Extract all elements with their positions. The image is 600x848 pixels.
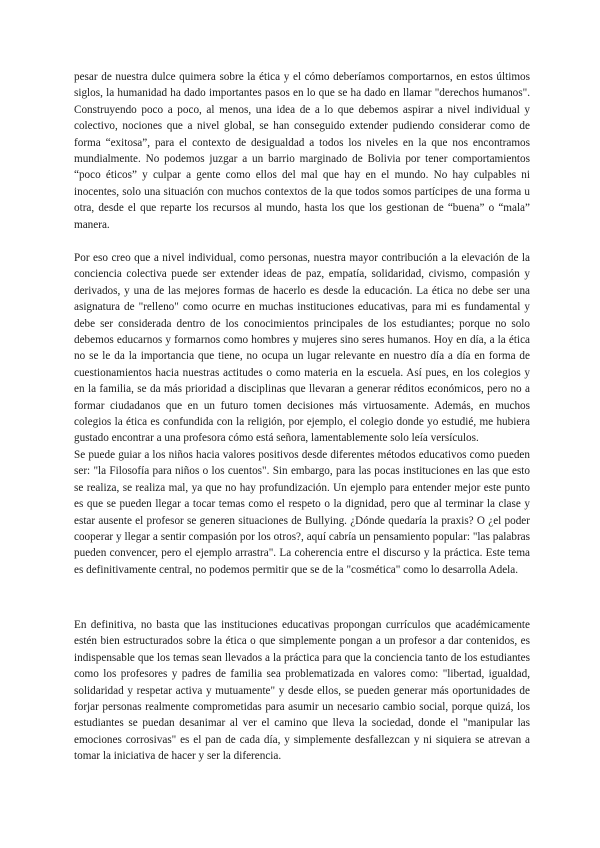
- paragraph-2: Por eso creo que a nivel individual, como personas, nuestra mayor contribución a la elevación de la conciencia colectiva puede ser extender ideas de paz, empatía, solidaridad, civismo, compasión y derivados, y una de las mejores formas de hacerlo es desde la educación. La ética no debe ser una asignatura de "relleno" como ocurre en muchas instituciones educativas, para mi es fundamental y debe ser considerada dentro de los conocimientos principales de los estudiantes; porque no solo debemos educarnos y formarnos como hombres y mujeres sino seres humanos. Hoy en día, a la ética no se le da la importancia que tiene, no ocupa un lugar relevante en nuestro día a día en forma de cuestionamientos hacia nuestras actitudes o como materia en la escuela. Así pues, en los colegios y en la familia, se da más prioridad a disciplinas que llevaran a generar réditos económicos, pero no a formar ciudadanos que en un futuro tomen decisiones más virtuosamente. Además, en muchos colegios la ética es confundida con la religión, por ejemplo, el colegio donde yo estudié, me hubiera gustado encontrar a una profesora cómo está señora, lamentablemente solo leía versículos.: [74, 252, 530, 445]
- paragraph-4: En definitiva, no basta que las instituciones educativas propongan currículos que académicamente estén bien estructurados sobre la ética o que simplemente pongan a un profesor a dar contenidos, es indispensable que los temas sean llevados a la práctica para que la conciencia tanto de los estudiantes como los profesores y padres de familia sea problematizada en valores como: "libertad, igualdad, solidaridad y respetar activa y mutuamente" y desde ellos, se pueden generar más oportunidades de forjar personas realmente comprometidas para asumir un necesario cambio social, porque quizá, los estudiantes se puedan desanimar al ver el camino que lleva la sociedad, donde el "manipular las emociones corrosivas" es el pan de cada día, y simplemente desfallezcan y ni siquiera se atrevan a tomar la iniciativa de hacer y ser la diferencia.: [74, 619, 530, 763]
- paragraph-block-1: [74, 69, 530, 233]
- paragraph-3: Se puede guiar a los niños hacia valores positivos desde diferentes métodos educativos como pueden ser: "la Filosofía para niños o los cuentos". Sin embargo, para las pocas instituciones en las que esto se realiza, se realiza mal, ya que no hay profundización. Un ejemplo para entender mejor este punto es que se pueden llegar a tocar temas como el respeto o la dignidad, pero que al terminar la clase y estar ausente el profesor se generen situaciones de Bullying. ¿Dónde quedaría la praxis? O ¿el poder cooperar y llegar a sentir compasión por los otros?, aquí cabría un pensamiento popular: "las palabras pueden convencer, pero el ejemplo arrastra". La coherencia entre el discurso y la práctica. Este tema es definitivamente central, no podemos permitir que se de la "cosmética" como lo desarrolla Adela.: [74, 448, 530, 576]
- paragraph-1: pesar de nuestra dulce quimera sobre la ética y el cómo deberíamos comportarnos, en estos últimos siglos, la humanidad ha dado importantes pasos en lo que se ha dado en llamar "derechos humanos". Construyendo poco a poco, al menos, una idea de a lo que debemos aspirar a nivel individual y colectivo, nociones que a nivel global, se han conseguido extender pudiendo considerar como de forma “exitosa”, para el contexto de desigualdad a todos los niveles en la que nos encontramos mundialmente. No podemos juzgar a un barrio marginado de Bolivia por tener comportamientos “poco éticos” y culpar a gente como ellos del mal que hay en el mundo. No hay culpables ni inocentes, solo una situación con muchos contextos de la que todos somos partícipes de una forma u otra, desde el que reparte los recursos al mundo, hasta los que los gestionan de “buena” o “mala” manera.: [74, 71, 530, 231]
- paragraph-block-3: [74, 617, 530, 765]
- paragraph-block-2: [74, 250, 530, 578]
